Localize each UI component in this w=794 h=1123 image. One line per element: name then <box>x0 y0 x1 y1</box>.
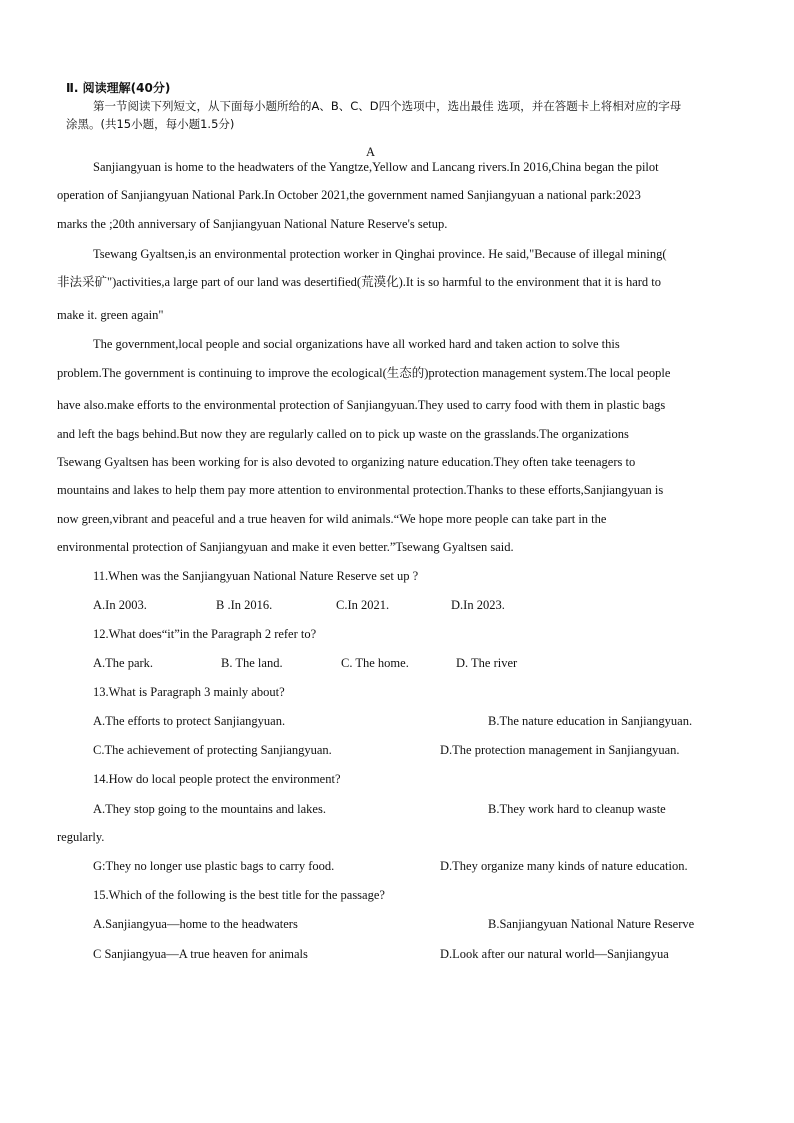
option-b: B .In 2016. <box>216 598 273 612</box>
passage-line: make it. green again" <box>57 308 164 322</box>
passage-line: Sanjiangyuan is home to the headwaters of the Yangtze,Yellow and Lancang rivers.In 2016,China began the pilot <box>93 160 659 174</box>
option-d: D.In 2023. <box>451 598 505 612</box>
option-c: C.In 2021. <box>336 598 390 612</box>
passage-line: Tsewang Gyaltsen,is an environmental protection worker in Qinghai province. He said,"Because of illegal mining( <box>93 247 667 261</box>
option-c: C Sanjiangyua—A true heaven for animals <box>93 947 308 961</box>
passage-line: and left the bags behind.But now they are regularly called on to pick up waste on the grasslands.The organizations <box>57 427 629 441</box>
passage-line: marks the ;20th anniversary of Sanjiangyuan National Nature Reserve's setup. <box>57 217 448 231</box>
option-a: A.The park. <box>93 656 154 670</box>
passage-line: The government,local people and social organizations have all worked hard and taken action to solve this <box>93 337 620 351</box>
question-stem: 13.What is Paragraph 3 mainly about? <box>93 685 285 699</box>
passage-line: 非法采矿")activities,a large part of our land was desertified(荒漠化).It is so harmful to the environment that it is hard to <box>57 275 662 289</box>
passage-line: now green,vibrant and peaceful and a true heaven for wild animals.“We hope more people can take part in the <box>57 512 607 526</box>
question-stem: 15.Which of the following is the best title for the passage? <box>93 888 385 902</box>
question-stem: 14.How do local people protect the environment? <box>93 772 341 786</box>
passage-line: mountains and lakes to help them pay more attention to environmental protection.Thanks to these efforts,Sanjiangyuan is <box>57 483 664 497</box>
option-b: B. The land. <box>221 656 283 670</box>
option-a: A.The efforts to protect Sanjiangyuan. <box>93 714 286 728</box>
option-c: C. The home. <box>341 656 409 670</box>
option-c: C.The achievement of protecting Sanjiangyuan. <box>93 743 332 757</box>
option-b: B.Sanjiangyuan National Nature Reserve <box>488 917 695 931</box>
option-d: D.The protection management in Sanjiangyuan. <box>440 743 680 757</box>
passage-line: have also.make efforts to the environmental protection of Sanjiangyuan.They used to carry food with them in plastic bags <box>57 398 666 412</box>
option-d: D.They organize many kinds of nature education. <box>440 859 688 873</box>
option-b: B.The nature education in Sanjiangyuan. <box>488 714 693 728</box>
question-stem: 12.What does“it”in the Paragraph 2 refer to? <box>93 627 317 641</box>
option-c: G:They no longer use plastic bags to carry food. <box>93 859 335 873</box>
section-title: Ⅱ. 阅读理解(40分) <box>66 81 171 95</box>
instruction-line-2: 涂黑。(共15小题，每小题1.5分) <box>66 117 235 131</box>
option-b: B.They work hard to cleanup waste <box>488 802 666 816</box>
passage-line: environmental protection of Sanjiangyuan and make it even better.”Tsewang Gyaltsen said. <box>57 540 514 554</box>
passage-line: problem.The government is continuing to improve the ecological(生态的)protection management system.The local people <box>57 366 671 380</box>
option-a: A.In 2003. <box>93 598 147 612</box>
option-a: A.They stop going to the mountains and lakes. <box>93 802 326 816</box>
passage-label: A <box>366 145 376 159</box>
option-a: A.Sanjiangyua—home to the headwaters <box>93 917 298 931</box>
passage-line: Tsewang Gyaltsen has been working for is also devoted to organizing nature education.They often take teenagers to <box>57 455 636 469</box>
question-stem: 11.When was the Sanjiangyuan National Nature Reserve set up ? <box>93 569 419 583</box>
passage-line: operation of Sanjiangyuan National Park.In October 2021,the government named Sanjiangyuan a national park:2023 <box>57 188 641 202</box>
option-d: D. The river <box>456 656 518 670</box>
option-d: D.Look after our natural world—Sanjiangyua <box>440 947 669 961</box>
instruction-line-1: 第一节阅读下列短文，从下面每小题所给的A、B、C、D四个选项中，选出最佳 选项，并在答题卡上将相对应的字母 <box>93 99 682 113</box>
option-b-continued: regularly. <box>57 830 105 844</box>
